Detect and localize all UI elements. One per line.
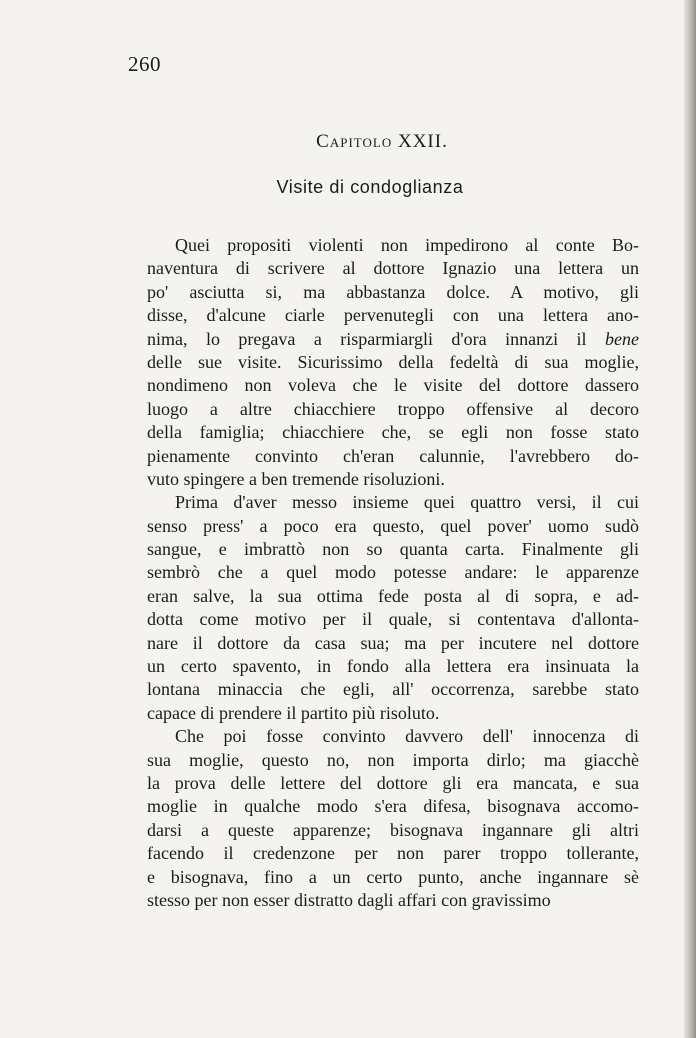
paragraph xyxy=(147,725,639,912)
text-line: stesso per non esser distratto dagli affari con gravissimo xyxy=(147,889,551,910)
text-line: Prima d'aver messo insieme quei quattro versi, il cui xyxy=(175,492,639,513)
page-edge-shadow xyxy=(684,0,696,1038)
text-line: la prova delle lettere del dottore gli era mancata, e sua xyxy=(147,772,639,793)
chapter-label: Capitolo xyxy=(316,131,393,152)
text-line: luogo a altre chiacchiere troppo offensive al decoro xyxy=(147,398,639,419)
text-line: darsi a queste apparenze; bisognava ingannare gli altri xyxy=(147,819,639,840)
text-line: disse, d'alcune ciarle pervenutegli con una lettera ano- xyxy=(147,305,639,326)
text-line: lontana minaccia che egli, all' occorrenza, sarebbe stato xyxy=(147,679,639,700)
text-line: Quei propositi violenti non impedirono al conte Bo- xyxy=(175,235,639,255)
text-line: sembrò che a quel modo potesse andare: le apparenze xyxy=(147,562,639,583)
chapter-number: XXII. xyxy=(397,131,448,152)
text-line: sua moglie, questo no, non importa dirlo; ma giacchè xyxy=(147,749,639,770)
text-line: un certo spavento, in fondo alla lettera era insinuata la xyxy=(147,656,639,677)
section-title: Visite di condoglianza xyxy=(276,177,464,197)
text-line: Che poi fosse convinto davvero dell' innocenza di xyxy=(175,726,639,747)
body-text xyxy=(147,234,639,912)
paragraph xyxy=(147,234,639,491)
text-line: nondimeno non voleva che le visite del dottore dassero xyxy=(147,375,639,396)
text-line: eran salve, la sua ottima fede posta al di sopra, e ad- xyxy=(147,585,639,606)
chapter-heading xyxy=(0,131,696,153)
text-line: pienamente convinto ch'eran calunnie, l'avrebbero do- xyxy=(147,445,639,466)
text-line: senso press' a poco era questo, quel pover' uomo sudò xyxy=(147,515,639,536)
text-line: moglie in qualche modo s'era difesa, bisognava accomo- xyxy=(147,796,639,817)
text-line: facendo il credenzone per non parer troppo tollerante, xyxy=(147,843,639,864)
page-number: 260 xyxy=(128,52,161,76)
paragraph xyxy=(147,491,639,725)
text-line: della famiglia; chiacchiere che, se egli non fosse stato xyxy=(147,422,639,443)
text-line: capace di prendere il partito più risoluto. xyxy=(147,702,440,723)
text-line: dotta come motivo per il quale, si contentava d'allonta- xyxy=(147,609,639,630)
text-line: sangue, e imbrattò non so quanta carta. Finalmente gli xyxy=(147,539,639,560)
text-line: po' asciutta si, ma abbastanza dolce. A motivo, gli xyxy=(147,281,639,302)
text-line: delle sue visite. Sicurissimo della fedeltà di sua moglie, xyxy=(147,351,639,372)
text-line: nare il dottore da casa sua; ma per incutere nel dottore xyxy=(147,632,639,653)
text-line: naventura di scrivere al dottore Ignazio una lettera un xyxy=(147,258,639,279)
text-line: e bisognava, fino a un certo punto, anche ingannare sè xyxy=(147,866,639,887)
text-line: vuto spingere a ben tremende risoluzioni. xyxy=(147,468,445,489)
text-line: nima, lo pregava a risparmiargli d'ora innanzi il bene xyxy=(147,328,639,349)
